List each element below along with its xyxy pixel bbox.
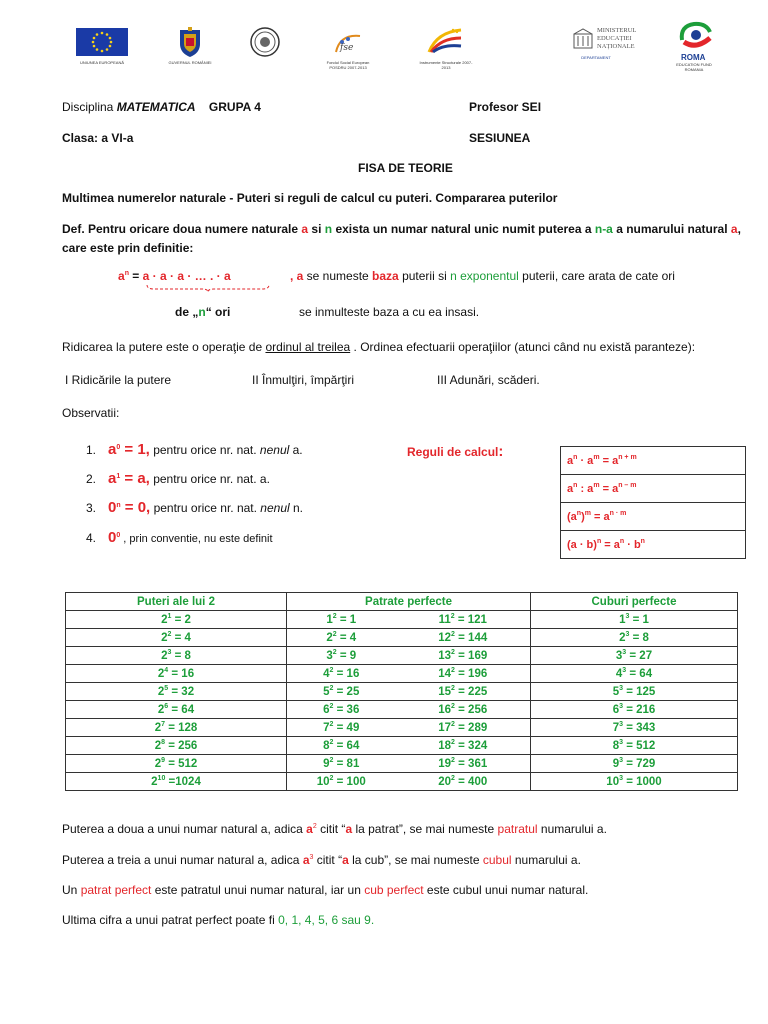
table-cell: $5^3 = 125$ <box>531 683 738 701</box>
observation-item-2: 2. $a^1 = a$, pentru orice nr. nat. a. <box>86 470 270 487</box>
table-cell: $14^2 = 196$ <box>396 665 531 683</box>
definition-text: Def. Pentru oricare doua numere naturale a si n exista un numar natural unic numit puterea a n-a a numarului natural a, care este prin definitie: <box>62 222 741 255</box>
fse-caption: Fondul Social European POSDRU 2007-2013 <box>326 60 370 70</box>
underbrace <box>146 284 270 292</box>
structural-instruments-logo <box>425 26 465 56</box>
page-subtitle: Multimea numerelor naturale - Puteri si reguli de calcul cu puteri. Compararea puterilor <box>62 191 558 205</box>
table-row <box>66 647 738 665</box>
table-cell: $19^2 = 361$ <box>396 755 531 773</box>
table-header-powers-of-2: Puteri ale lui 2 <box>66 593 287 611</box>
table-cell: $11^2 = 121$ <box>396 611 531 629</box>
ministry-name: MINISTERUL EDUCAȚIEI NAȚIONALE <box>597 27 637 50</box>
rule-row <box>561 503 746 531</box>
table-row <box>66 665 738 683</box>
rule-cell: $(a^n)^m = a^{n \cdot m}$ <box>561 503 746 531</box>
table-cell: $15^2 = 225$ <box>396 683 531 701</box>
table-cell: $4^2 = 16$ <box>287 665 396 683</box>
roma-subtitle: EDUCATION FUND ROMANIA <box>676 62 712 72</box>
table-cell: $1^3 = 1$ <box>531 611 738 629</box>
order-step-2: II Înmulţiri, împărţiri <box>252 373 355 387</box>
table-row <box>66 755 738 773</box>
table-cell: $2^3 = 8$ <box>531 629 738 647</box>
table-row <box>66 719 738 737</box>
session-label: SESIUNEA <box>469 131 531 145</box>
table-cell: $5^2 = 25$ <box>287 683 396 701</box>
table-row <box>66 611 738 629</box>
table-row <box>66 629 738 647</box>
rule-cell: $a^n$ : $a^m = a^{n - m}$ <box>561 475 746 503</box>
note-last-digit: Ultima cifra a unui patrat perfect poate fi 0, 1, 4, 5, 6 sau 9. <box>62 913 375 927</box>
is-caption: Instrumente Structurale 2007-2013 <box>419 60 473 70</box>
table-cell: $2^{10} =1024$ <box>66 773 287 791</box>
table-row <box>66 773 738 791</box>
table-cell: $3^3 = 27$ <box>531 647 738 665</box>
powers-table <box>65 592 738 791</box>
table-cell: $2^5 = 32$ <box>66 683 287 701</box>
romania-coat-of-arms-logo <box>176 26 204 58</box>
rule-row <box>561 475 746 503</box>
fse-logo <box>330 30 366 56</box>
rules-table <box>560 446 746 559</box>
table-cell: $2^6 = 64$ <box>66 701 287 719</box>
order-step-3: III Adunări, scăderi. <box>437 373 540 387</box>
eu-caption: UNIUNEA EUROPEANĂ <box>79 60 124 65</box>
table-cell: $20^2 = 400$ <box>396 773 531 791</box>
roma-title: ROMA <box>681 53 706 62</box>
table-cell: $10^3 = 1000$ <box>531 773 738 791</box>
table-cell: $3^2 = 9$ <box>287 647 396 665</box>
base-exponent-explanation: , a se numeste baza puterii si n exponentul puterii, care arata de cate ori <box>290 269 675 283</box>
table-cell: $10^2 = 100$ <box>287 773 396 791</box>
rule-cell: $(a \cdot b)^n = a^n \cdot b^n$ <box>561 531 746 559</box>
rules-heading: Reguli de calcul: <box>407 443 504 460</box>
eu-flag-logo <box>76 28 128 56</box>
gov-caption: GUVERNUL ROMÂNIEI <box>168 60 212 65</box>
table-cell: $2^2 = 4$ <box>66 629 287 647</box>
observation-item-3: 3. $0^n = 0$, pentru orice nr. nat. nenul n. <box>86 499 304 516</box>
table-header-perfect-squares: Patrate perfecte <box>287 593 531 611</box>
power-definition-formula: $a^n = a \cdot a \cdot a$ · … . · a <box>118 269 231 283</box>
svg-text:fse: fse <box>340 43 354 53</box>
rule-row <box>561 447 746 475</box>
table-cell: $2^9 = 512$ <box>66 755 287 773</box>
table-row <box>66 701 738 719</box>
rule-row <box>561 531 746 559</box>
order-sentence: Ridicarea la putere este o operaţie de ordinul al treilea . Ordinea efectuarii operaţiilor (atunci când nu există paranteze): <box>62 340 696 354</box>
table-header-perfect-cubes: Cuburi perfecte <box>531 593 738 611</box>
table-cell: $13^2 = 169$ <box>396 647 531 665</box>
table-cell: $12^2 = 144$ <box>396 629 531 647</box>
table-cell: $7^2 = 49$ <box>287 719 396 737</box>
table-cell: $9^3 = 729$ <box>531 755 738 773</box>
note-square: Puterea a doua a unui numar natural a, adica $a^2$ citit “a la patrat”, se mai numeste patratul numarului a. <box>62 822 607 836</box>
table-cell: $2^1 = 2$ <box>66 611 287 629</box>
seal-logo <box>250 27 280 57</box>
note-cube: Puterea a treia a unui numar natural a, adica $a^3$ citit “a la cub”, se mai numeste cubul numarului a. <box>62 853 581 867</box>
teacher-label: Profesor SEI <box>469 100 542 114</box>
page-title: FISA DE TEORIE <box>358 161 453 175</box>
roma-education-fund-logo <box>676 20 716 54</box>
ministry-emblem-logo <box>572 28 594 52</box>
observations-heading: Observatii: <box>62 406 120 420</box>
note-perfect-definitions: Un patrat perfect este patratul unui numar natural, iar un cub perfect este cubul unui numar natural. <box>62 883 589 897</box>
rule-cell: $a^n \cdot a^m = a^{n + m}$ <box>561 447 746 475</box>
table-cell: $2^2 = 4$ <box>287 629 396 647</box>
order-step-1: I Ridicările la putere <box>65 373 172 387</box>
observation-item-1: 1. $a^0 = 1$, pentru orice nr. nat. nenul a. <box>86 441 303 458</box>
table-cell: $18^2 = 324$ <box>396 737 531 755</box>
table-cell: $2^3 = 8$ <box>66 647 287 665</box>
table-cell: $6^2 = 36$ <box>287 701 396 719</box>
formula-line2: se inmulteste baza a cu ea insasi. <box>299 305 480 319</box>
brace-label: de „n“ ori <box>175 305 231 319</box>
table-cell: $8^2 = 64$ <box>287 737 396 755</box>
table-cell: $8^3 = 512$ <box>531 737 738 755</box>
observation-item-4: 4. $0^0$ , prin conventie, nu este definit <box>86 529 273 546</box>
table-cell: $16^2 = 256$ <box>396 701 531 719</box>
table-cell: $17^2 = 289$ <box>396 719 531 737</box>
discipline-line: Disciplina MATEMATICA GRUPA 4 <box>62 100 261 114</box>
table-cell: $2^8 = 256$ <box>66 737 287 755</box>
ministry-tag: DEPARTAMENT <box>581 55 611 60</box>
table-row <box>66 737 738 755</box>
table-cell: $2^4 = 16$ <box>66 665 287 683</box>
table-cell: $6^3 = 216$ <box>531 701 738 719</box>
table-cell: $2^7 = 128$ <box>66 719 287 737</box>
class-label: Clasa: a VI-a <box>62 131 134 145</box>
table-cell: $4^3 = 64$ <box>531 665 738 683</box>
table-row <box>66 683 738 701</box>
table-cell: $7^3 = 343$ <box>531 719 738 737</box>
table-cell: $9^2 = 81$ <box>287 755 396 773</box>
table-cell: $1^2 = 1$ <box>287 611 396 629</box>
